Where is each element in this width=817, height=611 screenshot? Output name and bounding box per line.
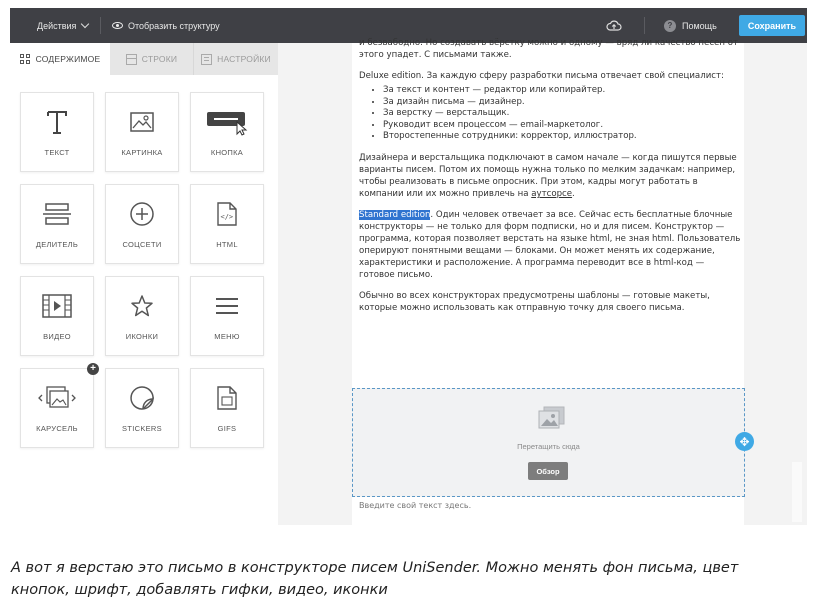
grid-icon	[20, 54, 31, 65]
video-icon	[21, 291, 93, 321]
image-dropzone[interactable]	[352, 388, 745, 497]
scrollbar[interactable]	[792, 462, 802, 522]
block-button[interactable]	[190, 92, 264, 172]
block-label: СОЦСЕТИ	[122, 240, 162, 249]
image-placeholder-icon	[538, 406, 565, 430]
paragraph-text: Дизайнера и верстальщика подключают в самом начале — когда пишутся первые варианты писем. Потом их помощь нужна только по мелким задачкам: например, чтобы реализовать в письме опросник. При этом, кадры могут работать в компании или их можно привлечь на	[359, 152, 737, 199]
block-label: ВИДЕО	[43, 332, 71, 341]
editor-window	[10, 8, 807, 525]
text-block[interactable]	[359, 37, 741, 323]
tab-rows[interactable]	[110, 43, 194, 75]
gif-icon	[191, 383, 263, 413]
block-label: МЕНЮ	[214, 332, 240, 341]
image-icon	[106, 107, 178, 137]
toolbar-divider	[100, 17, 101, 34]
social-icon	[106, 199, 178, 229]
list-item: • За текст и контент — редактор или копирайтер.	[383, 85, 741, 97]
show-structure-toggle[interactable]	[112, 8, 220, 43]
paragraph-text: . Один человек отвечает за все. Сейчас есть бесплатные блочные конструкторы — не только для форм подписки, но и для писем. Конструктор — программа, которая позволяет верстать на языке html, не зная html. Пользователь оперируют понятными вещами — блоками. Он может менять их содержание, характеристики и расположение. А программа переводит все в html-код — готовое письмо.	[359, 209, 741, 280]
block-label: КНОПКА	[210, 148, 244, 157]
paragraph	[359, 152, 741, 200]
block-label: ИКОНКИ	[125, 332, 159, 341]
text-placeholder[interactable]: Введите свой текст здесь.	[359, 501, 472, 510]
carousel-icon	[21, 383, 93, 413]
block-carousel[interactable]	[20, 363, 96, 448]
actions-menu[interactable]	[37, 8, 88, 43]
actions-label: Действия	[37, 20, 77, 31]
browse-button[interactable]: Обзор	[528, 462, 568, 480]
content-panel	[10, 43, 278, 525]
toolbar-divider	[644, 17, 645, 34]
html-icon	[191, 199, 263, 229]
block-social[interactable]	[105, 184, 179, 264]
text-icon	[21, 107, 93, 137]
block-label: HTML	[216, 240, 238, 249]
plus-badge-icon: +	[87, 363, 99, 375]
block-gifs[interactable]	[190, 368, 264, 448]
star-icon	[106, 291, 178, 321]
sticker-icon	[106, 383, 178, 413]
outsource-link[interactable]: аутсорсе	[531, 188, 573, 199]
svg-text:</>: </>	[220, 213, 234, 221]
question-icon: ?	[664, 20, 676, 32]
button-icon	[191, 107, 263, 137]
chevron-down-icon	[81, 20, 89, 28]
block-label: STICKERS	[122, 424, 162, 433]
panel-tabs	[10, 43, 278, 75]
tab-label: НАСТРОЙКИ	[217, 54, 271, 64]
block-text[interactable]	[20, 92, 94, 172]
block-image[interactable]	[105, 92, 179, 172]
list-item: • Второстепенные сотрудники: корректор, иллюстратор.	[383, 131, 741, 143]
tab-label: СОДЕРЖИМОЕ	[35, 54, 101, 64]
block-stickers[interactable]	[105, 368, 179, 448]
block-label: КАРТИНКА	[121, 148, 163, 157]
paragraph: и безвабодно. Но создавать вёрстку можно и одному — вряд ли качество песен от этого упадет. С письмами также.	[359, 38, 738, 60]
rows-icon	[126, 54, 137, 65]
list-item: • За верстку — верстальщик.	[383, 108, 741, 120]
paragraph-text: .	[572, 188, 575, 199]
paragraph: Обычно во всех конструкторах предусмотрены шаблоны — готовые макеты, которые можно использовать как отправную точку для своего письма.	[359, 290, 710, 313]
menu-icon	[191, 291, 263, 321]
drop-hint: Перетащить сюда	[517, 442, 580, 451]
settings-icon	[201, 54, 212, 65]
list-item: • Руководит всем процессом — email-маркетолог.	[383, 120, 741, 132]
specialist-list	[383, 85, 741, 143]
email-canvas	[278, 38, 807, 525]
block-video[interactable]	[20, 276, 94, 356]
selected-text[interactable]: Standard edition	[359, 209, 431, 220]
eye-icon	[112, 22, 123, 29]
block-label: GIFS	[217, 424, 237, 433]
paragraph: Deluxe edition. За каждую сферу разработки письма отвечает свой специалист:	[359, 71, 724, 81]
block-menu[interactable]	[190, 276, 264, 356]
list-item: • За дизайн письма — дизайнер.	[383, 97, 741, 109]
tab-settings[interactable]	[194, 43, 278, 75]
divider-icon	[21, 199, 93, 229]
cloud-upload-icon	[606, 20, 622, 32]
block-divider[interactable]	[20, 184, 94, 264]
save-button[interactable]: Сохранить	[739, 15, 805, 36]
block-label: КАРУСЕЛЬ	[36, 424, 78, 433]
block-html[interactable]	[190, 184, 264, 264]
image-caption: А вот я верстаю это письмо в конструкторе писем UniSender. Можно менять фон письма, цвет кнопок, шрифт, добавлять гифки, видео, иконки	[11, 560, 739, 598]
block-icons[interactable]	[105, 276, 179, 356]
paragraph	[359, 209, 741, 281]
block-label: ДЕЛИТЕЛЬ	[35, 240, 79, 249]
move-handle-icon[interactable]: ✥	[735, 432, 754, 451]
tab-content[interactable]	[10, 43, 110, 75]
show-structure-label: Отобразить структуру	[128, 20, 220, 31]
help-label: Помощь	[682, 20, 717, 31]
block-grid	[10, 75, 278, 525]
block-label: ТЕКСТ	[44, 148, 70, 157]
tab-label: СТРОКИ	[141, 54, 178, 64]
